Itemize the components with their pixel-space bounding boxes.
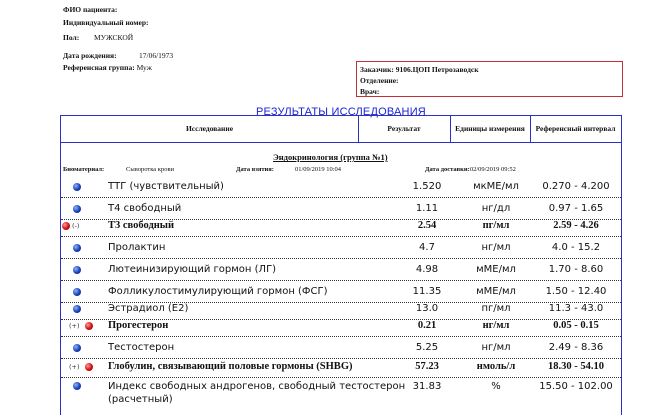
test-result: 13.0 (415, 303, 439, 314)
test-result: 4.98 (415, 264, 439, 275)
test-reference: 0.05 - 0.15 (553, 320, 599, 331)
patient-refgroup: Референсная группа: Муж (63, 63, 152, 72)
test-unit: нмоль/л (476, 361, 516, 372)
high-status-icon (85, 363, 93, 371)
test-reference: 2.49 - 8.36 (548, 342, 604, 353)
result-row (61, 315, 621, 337)
test-name: Пролактин (108, 242, 166, 253)
test-result: 31.83 (412, 381, 442, 392)
patient-name-label: ФИО пациента: (63, 5, 118, 14)
flag-high: (+) (69, 363, 80, 371)
test-unit: мМЕ/мл (476, 286, 516, 297)
test-reference: 18.30 - 54.10 (548, 361, 604, 372)
test-name: Индекс свободных андрогенов, свободный тестостерон (расчетный) (108, 381, 406, 405)
normal-status-icon (73, 305, 81, 313)
column-divider (530, 115, 531, 143)
patient-sex-value: МУЖСКОЙ (94, 33, 134, 42)
patient-sex: Пол: (63, 33, 80, 42)
test-result: 0.21 (417, 320, 437, 331)
test-name: Тестостерон (108, 342, 175, 353)
result-row (61, 259, 621, 281)
test-unit: нг/мл (482, 320, 510, 331)
normal-status-icon (73, 244, 81, 252)
flag-low: (-) (72, 222, 80, 230)
date-taken-value: 01/09/2019 10:04 (295, 166, 342, 173)
test-reference: 15.50 - 102.00 (539, 381, 613, 392)
biomaterial-value: Сыворотка крови (126, 166, 175, 173)
normal-status-icon (73, 344, 81, 352)
test-unit: % (491, 381, 501, 392)
date-taken-label: Дата взятия: (236, 166, 274, 173)
high-status-icon (85, 322, 93, 330)
normal-status-icon (73, 266, 81, 274)
test-name: Глобулин, связывающий половые гормоны (SHBG) (108, 361, 353, 372)
result-row (61, 237, 621, 259)
order-customer: Заказчик: 9106.ЦОП Петрозаводск (360, 65, 479, 74)
date-delivered: Дата доставки:02/09/2019 09:52 (425, 166, 516, 173)
test-unit: нг/мл (481, 242, 511, 253)
result-row (61, 376, 621, 410)
test-reference: 2.59 - 4.26 (553, 220, 599, 231)
biomaterial-label: Биоматериал: (63, 166, 105, 173)
group-title: Эндокринология (группа №1) (273, 152, 388, 162)
column-divider (358, 115, 359, 143)
normal-status-icon (73, 382, 81, 390)
test-result: 5.25 (415, 342, 439, 353)
test-unit: пг/мл (482, 220, 510, 231)
column-header-result: Результат (358, 115, 450, 143)
test-unit: мкМЕ/мл (473, 181, 519, 192)
test-result: 1.520 (412, 181, 442, 192)
test-unit: нг/мл (481, 342, 511, 353)
test-name: ТТГ (чувствительный) (108, 181, 224, 192)
test-name: Т4 свободный (108, 203, 182, 214)
test-reference: 1.70 - 8.60 (548, 264, 604, 275)
test-reference: 4.0 - 15.2 (551, 242, 601, 253)
patient-id-label: Индивидуальный номер: (63, 18, 149, 27)
flag-high: (+) (69, 322, 80, 330)
order-doctor: Врач: (360, 87, 380, 96)
low-status-icon (62, 222, 70, 230)
test-result: 57.23 (415, 361, 439, 372)
test-result: 1.11 (415, 203, 439, 214)
test-result: 11.35 (412, 286, 442, 297)
test-name: Эстрадиол (Е2) (108, 303, 189, 314)
test-unit: нг/дл (481, 203, 511, 214)
column-header-test: Исследование (61, 115, 358, 143)
column-header-units: Единицы измерения (450, 115, 530, 143)
test-name: Прогестерон (108, 320, 169, 331)
result-row (61, 176, 621, 198)
test-name: Лютеинизирующий гормон (ЛГ) (108, 264, 277, 275)
order-department: Отделение: (360, 76, 399, 85)
column-divider (450, 115, 451, 143)
results-title: РЕЗУЛЬТАТЫ ИССЛЕДОВАНИЯ (256, 106, 426, 118)
test-unit: пг/мл (481, 303, 511, 314)
normal-status-icon (73, 205, 81, 213)
test-reference: 0.97 - 1.65 (548, 203, 604, 214)
column-header-reference: Референсный интервал (530, 115, 621, 143)
test-reference: 0.270 - 4.200 (542, 181, 610, 192)
test-unit: мМЕ/мл (476, 264, 516, 275)
order-info-box (356, 61, 623, 97)
test-reference: 1.50 - 12.40 (545, 286, 607, 297)
patient-dob-value: 17/06/1973 (139, 51, 174, 60)
test-name: Фолликулостимулирующий гормон (ФСГ) (108, 286, 328, 297)
test-result: 2.54 (417, 220, 437, 231)
normal-status-icon (73, 288, 81, 296)
normal-status-icon (73, 183, 81, 191)
patient-dob-label: Дата рождения: (63, 51, 117, 60)
test-name: Т3 свободный (108, 220, 175, 231)
result-row (61, 215, 621, 237)
test-result: 4.7 (419, 242, 435, 253)
test-reference: 11.3 - 43.0 (548, 303, 604, 314)
result-row (61, 356, 621, 378)
